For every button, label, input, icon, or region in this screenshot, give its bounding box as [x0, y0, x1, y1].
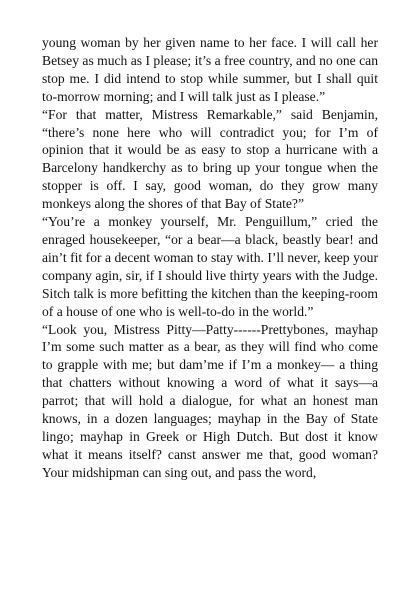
paragraph-4: “Look you, Mistress Pitty—Patty------Prettybones, mayhap I’m some such matter as a bear, as they will find who come to grapple with me; but dam’me if I’m a monkey— a thing that chatters without knowing a word of what it says—a parrot; that will hold a dialogue, for what an honest man knows, in a dozen languages; mayhap in the Bay of State lingo; mayhap in Greek or High Dutch. But dost it know what it means itself? canst answer me that, good woman? Your midshipman can sing out, and pass the word,	[42, 321, 378, 480]
paragraph-2: “For that matter, Mistress Remarkable,” said Benjamin, “there’s none here who will contradict you; for I’m of opinion that it would be as easy to stop a hurricane with a Barcelony handkerchy as to bring up your tongue when the stopper is off. I say, good woman, do they grow many monkeys along the shores of that Bay of State?”	[42, 106, 378, 212]
paragraph-1: young woman by her given name to her face. I will call her Betsey as much as I please; it’s a free country, and no one can stop me. I did intend to stop while summer, but I shall quit to-morrow morning; and I will talk just as I please.”	[42, 35, 378, 104]
paragraph-3: “You’re a monkey yourself, Mr. Penguillum,” cried the enraged housekeeper, “or a bear—a black, beastly bear! and ain’t fit for a decent woman to stay with. I’ll never, keep your company agin, sir, if I should live thirty years with the Judge. Sitch talk is more befitting the kitchen than the keeping-room of a house of one who is well-to-do in the world.”	[42, 214, 378, 319]
text-body	[42, 34, 378, 482]
